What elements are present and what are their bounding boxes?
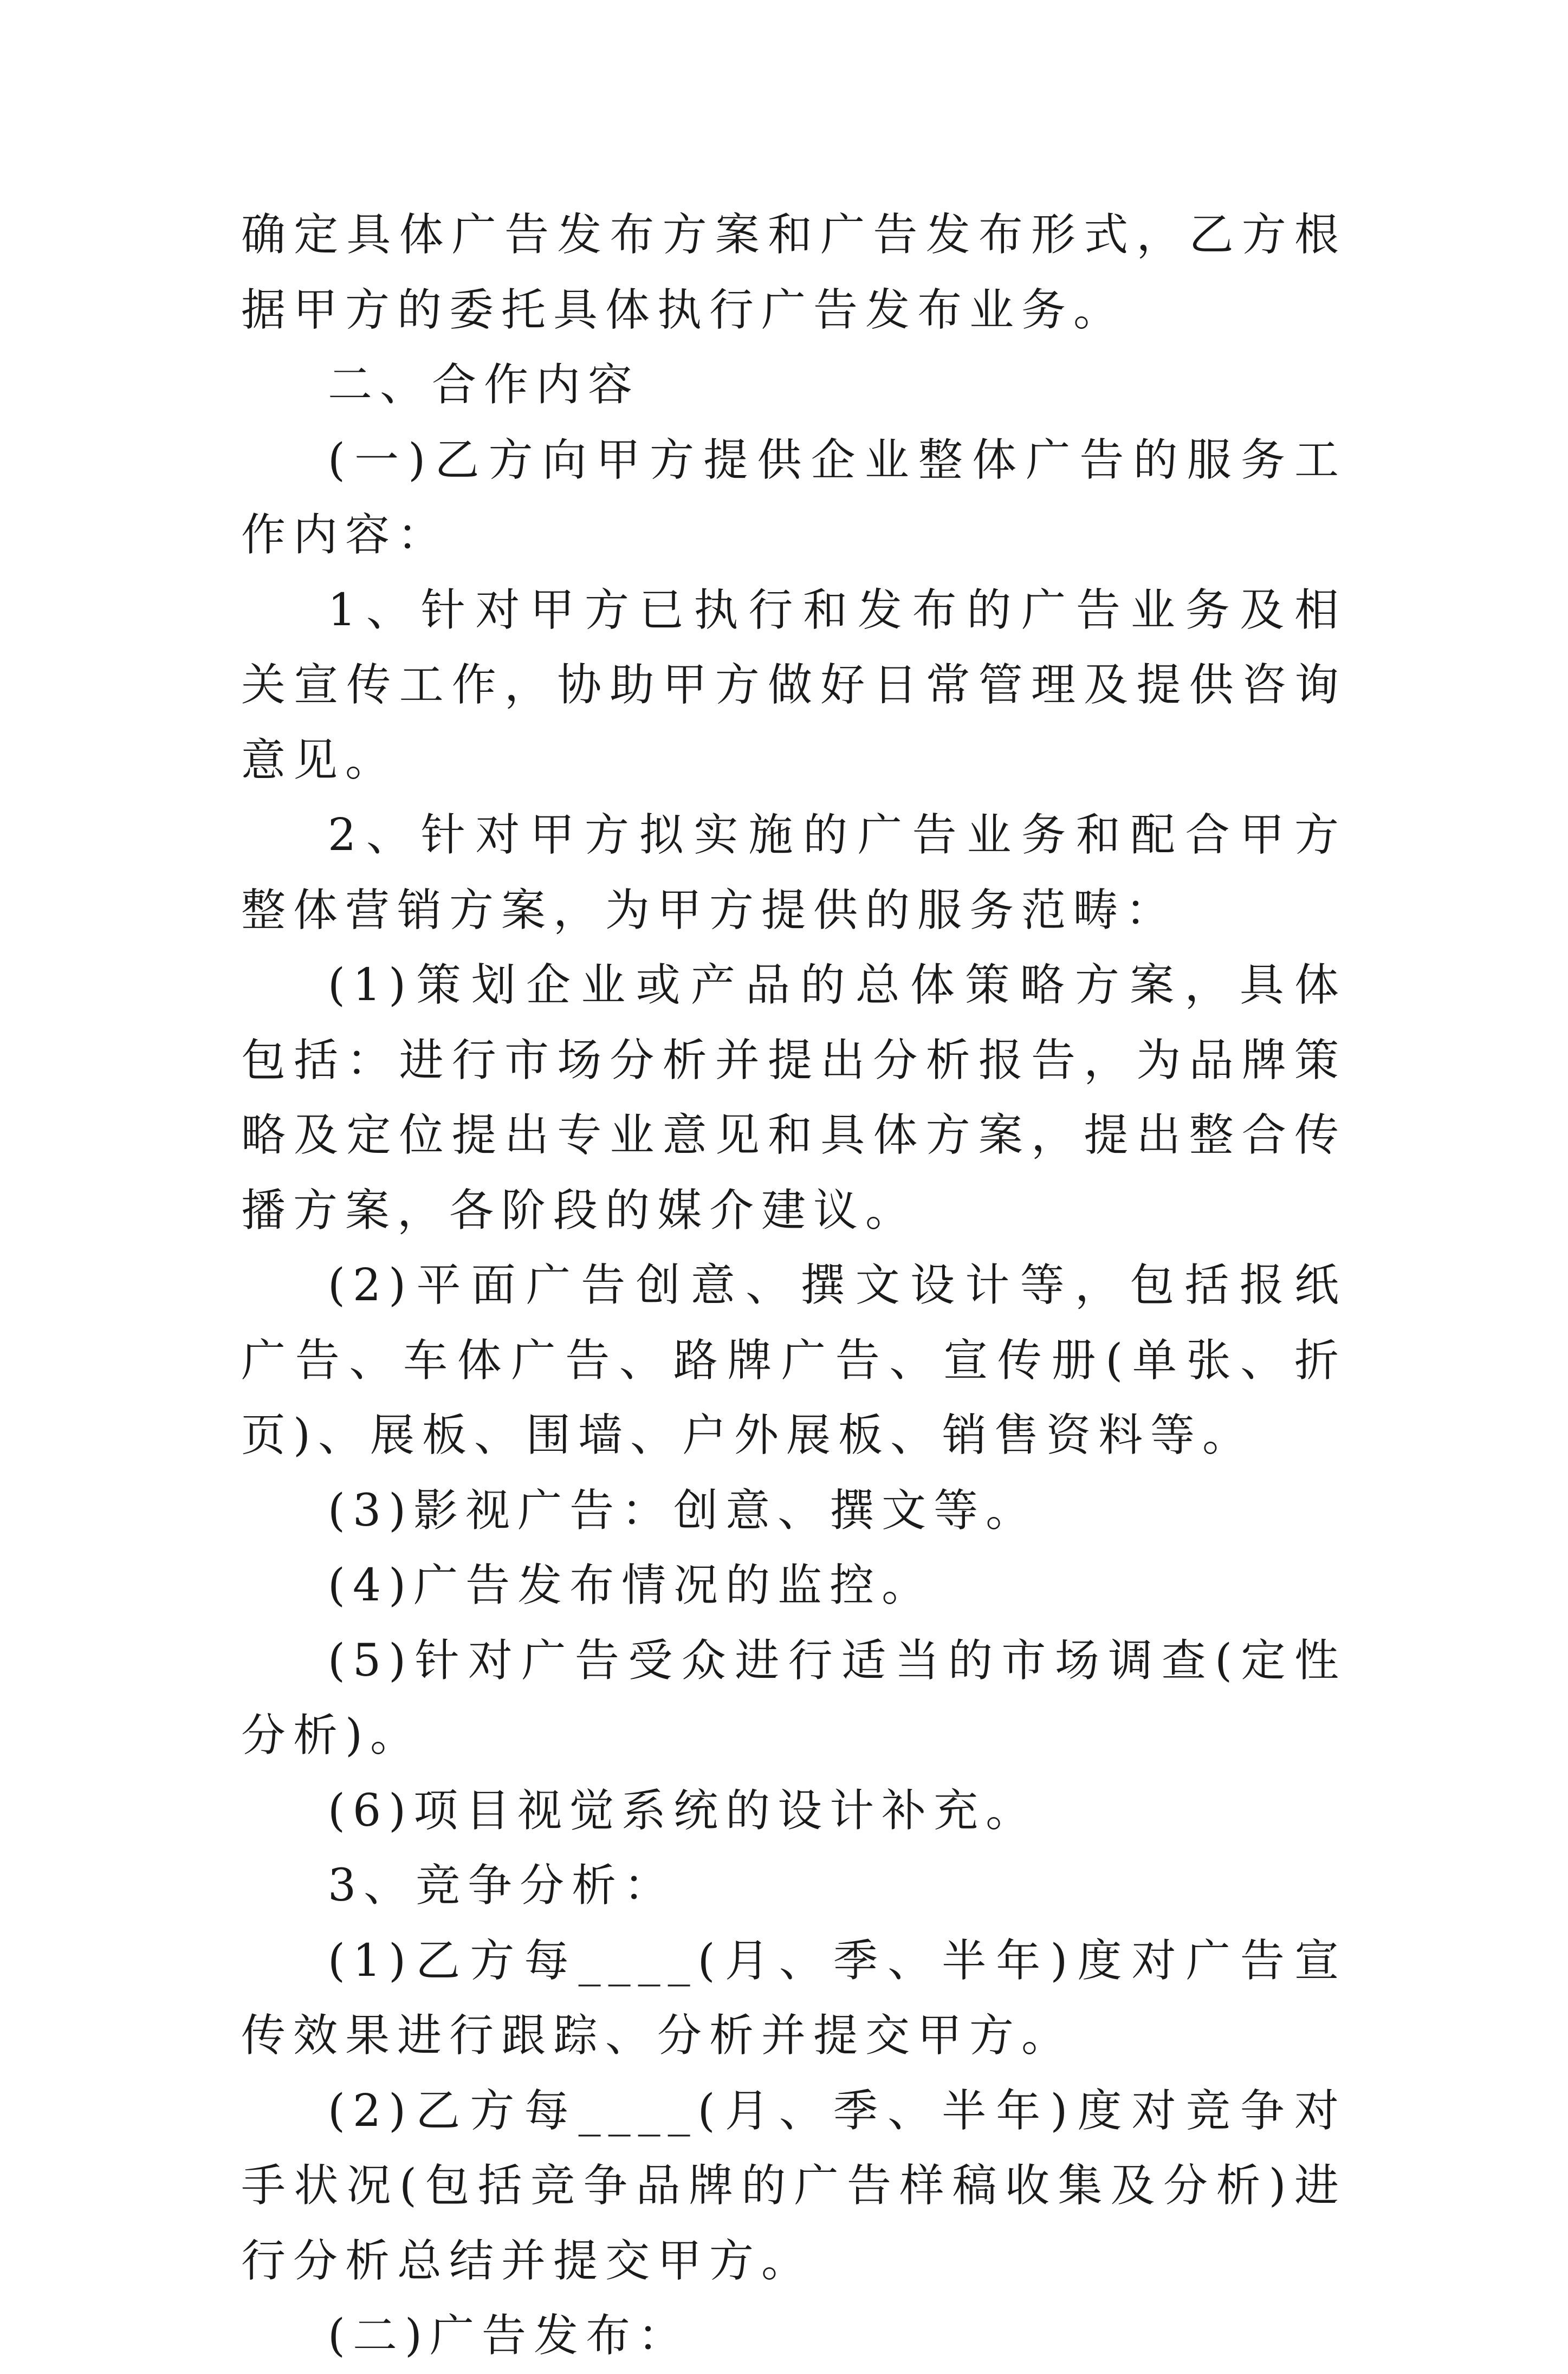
paragraph: (1)乙方每____(月、季、半年)度对广告宣传效果进行跟踪、分析并提交甲方。 xyxy=(241,1935,1346,2061)
paragraph: 3、竞争分析： xyxy=(328,1860,676,1911)
section-heading: 二、合作内容 xyxy=(328,359,640,411)
paragraph: (4)广告发布情况的监控。 xyxy=(328,1560,934,1611)
subsection-heading: (一)乙方向甲方提供企业整体广告的服务工作内容： xyxy=(241,434,1346,561)
paragraph: (2)乙方每____(月、季、半年)度对竞争对手状况(包括竞争品牌的广告样稿收集及分析)进行分析总结并提交甲方。 xyxy=(241,2085,1346,2287)
subsection-heading: (二)广告发布： xyxy=(328,2310,690,2362)
paragraph: (6)项目视觉系统的设计补充。 xyxy=(328,1785,1038,1837)
paragraph: 2、针对甲方拟实施的广告业务和配合甲方整体营销方案，为甲方提供的服务范畴： xyxy=(241,809,1346,936)
paragraph: (5)针对广告受众进行适当的市场调查(定性分析)。 xyxy=(241,1634,1346,1761)
paragraph: 确定具体广告发布方案和广告发布形式，乙方根据甲方的委托具体执行广告发布业务。 xyxy=(241,209,1346,336)
document-body xyxy=(241,198,1346,2374)
paragraph: (2)平面广告创意、撰文设计等，包括报纸广告、车体广告、路牌广告、宣传册(单张、折页)、展板、围墙、户外展板、销售资料等。 xyxy=(241,1260,1346,1461)
paragraph: 1、针对甲方已执行和发布的广告业务及相关宣传工作，协助甲方做好日常管理及提供咨询意见。 xyxy=(241,584,1346,786)
paragraph: (3)影视广告：创意、撰文等。 xyxy=(328,1484,1038,1536)
paragraph: (1)策划企业或产品的总体策略方案，具体包括：进行市场分析并提出分析报告，为品牌策略及定位提出专业意见和具体方案，提出整合传播方案，各阶段的媒介建议。 xyxy=(241,959,1346,1236)
